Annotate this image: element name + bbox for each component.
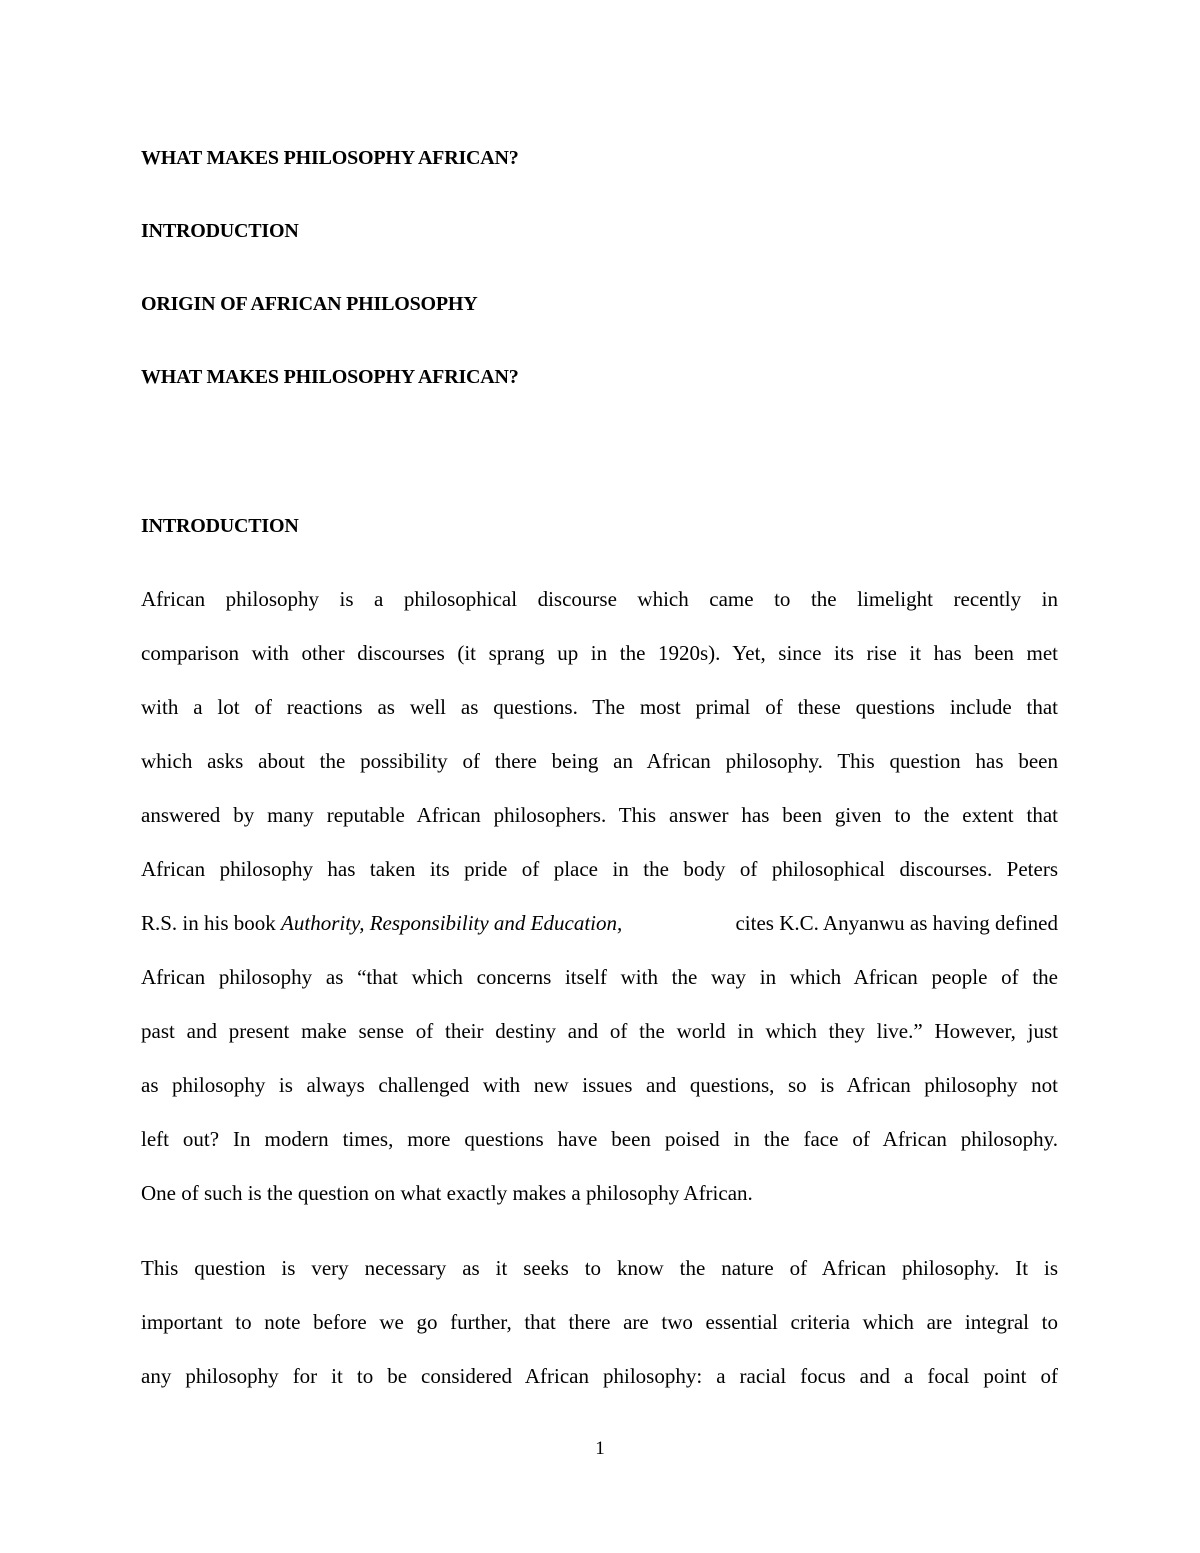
line-text (141, 909, 622, 937)
document-title: WHAT MAKES PHILOSOPHY AFRICAN? (141, 147, 519, 169)
book-title: Authority, Responsibility and Education, (281, 911, 623, 935)
paragraph-line: past and present make sense of their destiny and of the world in which they live.” However, just (141, 1019, 1058, 1043)
page-number: 1 (595, 1438, 605, 1459)
toc-item-origin: ORIGIN OF AFRICAN PHILOSOPHY (141, 293, 478, 315)
paragraph-line (141, 909, 1058, 937)
paragraph-line: important to note before we go further, that there are two essential criteria which are integral to (141, 1310, 1058, 1334)
line-text-before: R.S. in his book (141, 911, 282, 935)
line-text-after: cites K.C. Anyanwu as having defined (735, 911, 1058, 935)
toc-item-what-makes: WHAT MAKES PHILOSOPHY AFRICAN? (141, 366, 519, 388)
paragraph-line: African philosophy is a philosophical discourse which came to the limelight recently in (141, 587, 1058, 611)
paragraph-line: One of such is the question on what exactly makes a philosophy African. (141, 1181, 753, 1205)
paragraph-line: left out? In modern times, more questions have been poised in the face of African philosophy. (141, 1127, 1058, 1151)
section-heading-introduction: INTRODUCTION (141, 515, 299, 537)
toc-item-introduction: INTRODUCTION (141, 220, 299, 242)
paragraph-line: African philosophy as “that which concerns itself with the way in which African people of the (141, 965, 1058, 989)
paragraph-line: African philosophy has taken its pride of place in the body of philosophical discourses. Peters (141, 857, 1058, 881)
paragraph-line: which asks about the possibility of there being an African philosophy. This question has been (141, 749, 1058, 773)
paragraph-line: answered by many reputable African philosophers. This answer has been given to the extent that (141, 803, 1058, 827)
paragraph-line: as philosophy is always challenged with new issues and questions, so is African philosophy not (141, 1073, 1058, 1097)
paragraph-line: with a lot of reactions as well as questions. The most primal of these questions include that (141, 695, 1058, 719)
paragraph-line: comparison with other discourses (it sprang up in the 1920s). Yet, since its rise it has been met (141, 641, 1058, 665)
paragraph-line: This question is very necessary as it seeks to know the nature of African philosophy. It is (141, 1256, 1058, 1280)
paragraph-line: any philosophy for it to be considered African philosophy: a racial focus and a focal point of (141, 1364, 1058, 1388)
